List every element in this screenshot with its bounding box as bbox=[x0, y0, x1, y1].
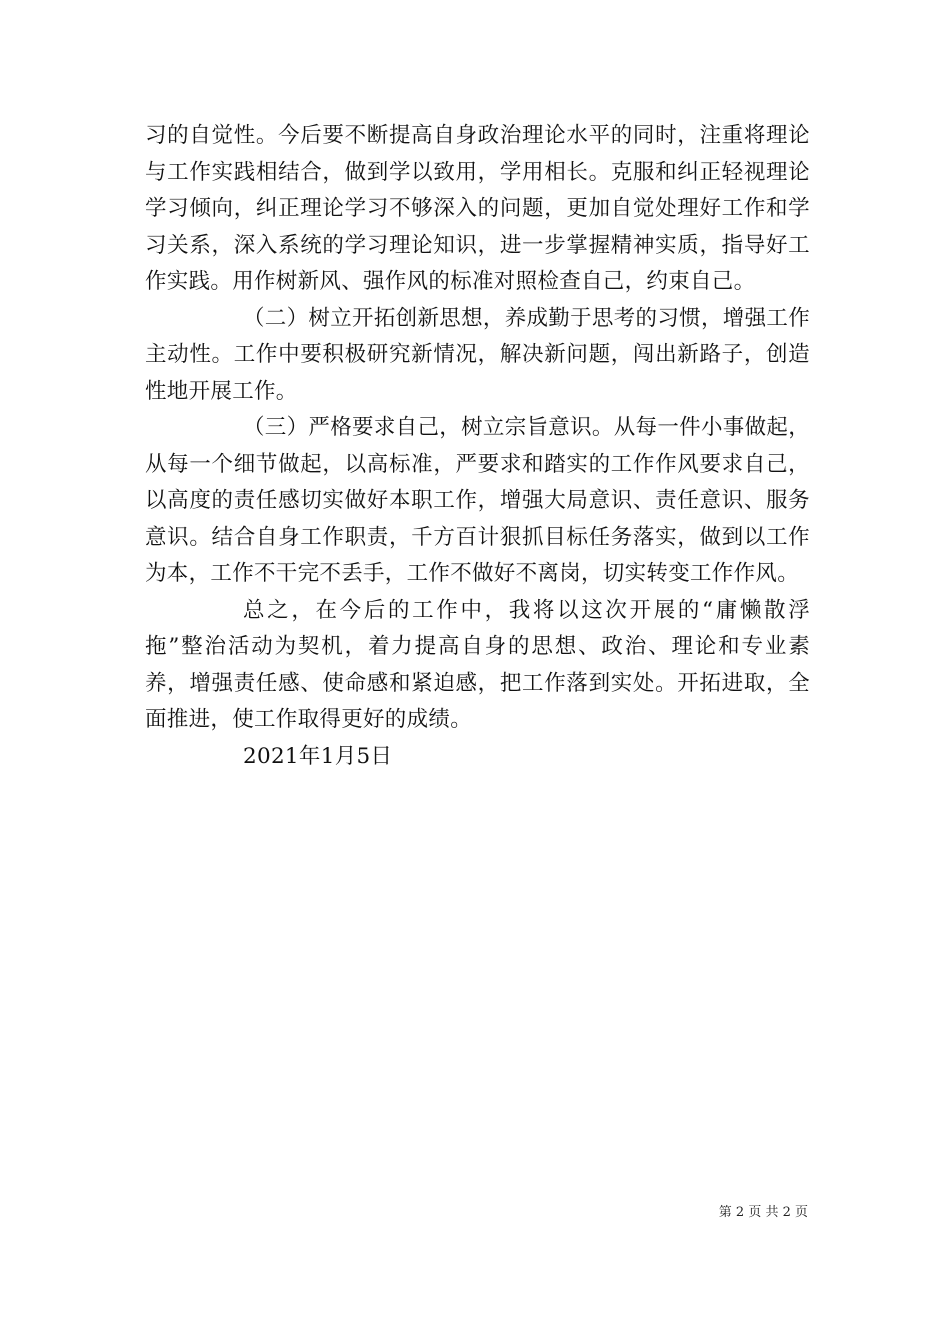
document-body bbox=[145, 118, 810, 775]
paragraph-section-three: （三）严格要求自己，树立宗旨意识。从每一件小事做起，从每一个细节做起，以高标准，严要求和踏实的工作作风要求自己，以高度的责任感切实做好本职工作，增强大局意识、责任意识、服务意识。结合自身工作职责，千方百计狠抓目标任务落实，做到以工作为本，工作不干完不丢手，工作不做好不离岗，切实转变工作作风。 bbox=[145, 415, 810, 586]
paragraph-section-two: （二）树立开拓创新思想，养成勤于思考的习惯，增强工作主动性。工作中要积极研究新情况，解决新问题，闯出新路子，创造性地开展工作。 bbox=[145, 305, 810, 404]
page-number-footer: 第 2 页 共 2 页 bbox=[718, 1205, 808, 1220]
paragraph-continuation: 习的自觉性。今后要不断提高自身政治理论水平的同时，注重将理论与工作实践相结合，做到学以致用，学用相长。克服和纠正轻视理论学习倾向，纠正理论学习不够深入的问题，更加自觉处理好工作和学习关系，深入系统的学习理论知识，进一步掌握精神实质，指导好工作实践。用作树新风、强作风的标准对照检查自己，约束自己。 bbox=[145, 123, 810, 294]
paragraph-conclusion: 总之，在今后的工作中，我将以这次开展的“庸懒散浮拖”整治活动为契机，着力提高自身的思想、政治、理论和专业素养，增强责任感、使命感和紧迫感，把工作落到实处。开拓进取，全面推进，使工作取得更好的成绩。 bbox=[145, 597, 810, 732]
document-date: 2021年1月5日 bbox=[243, 743, 393, 769]
